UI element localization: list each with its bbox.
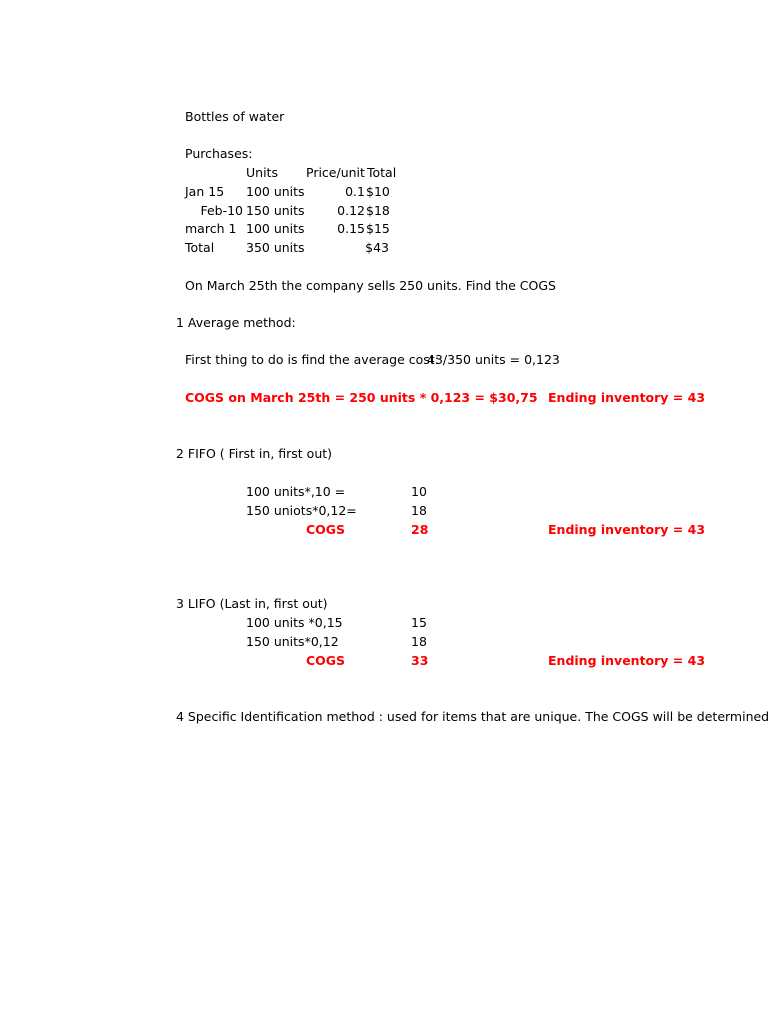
fifo-cogs-label: COGS	[306, 522, 346, 537]
average-heading: 1 Average method:	[176, 315, 296, 330]
fifo-line-label: 100 units*,10 =	[246, 484, 346, 499]
header-units: Units	[246, 165, 278, 180]
document-title: Bottles of water	[185, 109, 285, 124]
lifo-cogs-label: COGS	[306, 653, 346, 668]
purchase-row-units: 100 units	[246, 221, 305, 236]
fifo-line-value: 18	[411, 503, 427, 518]
purchase-row-total: $10	[366, 184, 390, 199]
specific-identification-text: 4 Specific Identification method : used for items that are unique. The COGS will be determined	[176, 709, 769, 724]
lifo-line-value: 15	[411, 615, 427, 630]
fifo-cogs-value: 28	[411, 522, 429, 537]
fifo-line-label: 150 uniots*0,12=	[246, 503, 357, 518]
header-total: Total	[367, 165, 397, 180]
header-price: Price/unit	[306, 165, 365, 180]
lifo-heading: 3 LIFO (Last in, first out)	[176, 596, 328, 611]
total-row-total: $43	[365, 240, 389, 255]
fifo-heading: 2 FIFO ( First in, first out)	[176, 446, 333, 461]
average-first-thing: First thing to do is find the average cost:	[185, 352, 439, 367]
lifo-line-value: 18	[411, 634, 427, 649]
purchase-row-date: Feb-10	[200, 203, 243, 218]
average-calc: 43/350 units = 0,123	[427, 352, 560, 367]
purchase-row-price: 0.12	[337, 203, 365, 218]
purchase-row-date: march 1	[185, 221, 237, 236]
lifo-cogs-value: 33	[411, 653, 429, 668]
purchase-row-total: $15	[366, 221, 390, 236]
total-row-label: Total	[185, 240, 215, 255]
purchase-row-total: $18	[366, 203, 390, 218]
average-ending-inventory: Ending inventory = 43	[548, 390, 706, 405]
purchase-row-units: 150 units	[246, 203, 305, 218]
purchase-row-price: 0.15	[337, 221, 365, 236]
purchase-row-date: Jan 15	[185, 184, 225, 199]
question-text: On March 25th the company sells 250 units. Find the COGS	[185, 278, 556, 293]
lifo-line-label: 150 units*0,12	[246, 634, 339, 649]
purchase-row-units: 100 units	[246, 184, 305, 199]
lifo-ending-inventory: Ending inventory = 43	[548, 653, 706, 668]
lifo-line-label: 100 units *0,15	[246, 615, 343, 630]
average-cogs: COGS on March 25th = 250 units * 0,123 = $30,75	[185, 390, 538, 405]
purchases-heading: Purchases:	[185, 146, 253, 161]
total-row-units: 350 units	[246, 240, 305, 255]
fifo-line-value: 10	[411, 484, 427, 499]
fifo-ending-inventory: Ending inventory = 43	[548, 522, 706, 537]
purchase-row-price: 0.1	[345, 184, 365, 199]
